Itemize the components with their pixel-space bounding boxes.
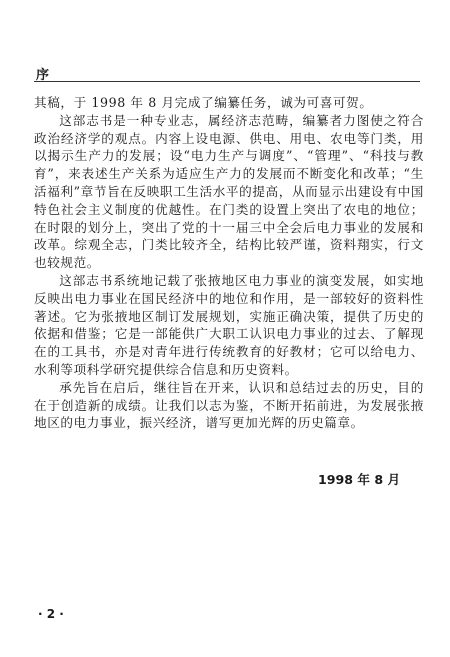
page-number: · 2 ·	[38, 607, 64, 621]
paragraph-content-overview: 这部志书是一种专业志，属经济志范畴，编纂者力图使之符合政治经济学的观点。内容上设电源、供电、用电、农电等门类，用以揭示生产力的发展；设“电力生产与调度”、“管理”、“科技与教育”，来表述生产关系为适应生产力的发展而不断变化和改革；“生活福利”章节旨在反映职工生活水平的提高，从而显示出建设有中国特色社会主义制度的优越性。在门类的设置上突出了农电的地位；在时限的划分上，突出了党的十一届三中全会后电力事业的发展和改革。综观全志，门类比较齐全，结构比较严谨，资料翔实，行文也较规范。	[34, 112, 424, 271]
document-body	[34, 94, 424, 432]
paragraph-continuation: 其稿，于 1998 年 8 月完成了编纂任务，诚为可喜可贺。	[34, 95, 373, 110]
running-header: 序	[36, 68, 50, 83]
paragraph-conclusion: 承先旨在启后，继往旨在开来，认识和总结过去的历史，目的在于创造新的成绩。让我们以志为鉴，不断开拓前进，为发展张掖地区的电力事业，振兴经济，谱写更加光辉的历史篇章。	[34, 379, 424, 431]
signature-date: 1998 年 8 月	[318, 472, 401, 487]
header-rule	[34, 81, 420, 82]
paragraph-significance: 这部志书系统地记载了张掖地区电力事业的演变发展，如实地反映出电力事业在国民经济中的地位和作用，是一部较好的资料性著述。它为张掖地区制订发展规划，实施正确决策，提供了历史的依据和借鉴；它是一部能供广大职工认识电力事业的过去、了解现在的工具书，亦是对青年进行传统教育的好教材；它可以给电力、水利等项科学研究提供综合信息和历史资料。	[34, 272, 424, 377]
